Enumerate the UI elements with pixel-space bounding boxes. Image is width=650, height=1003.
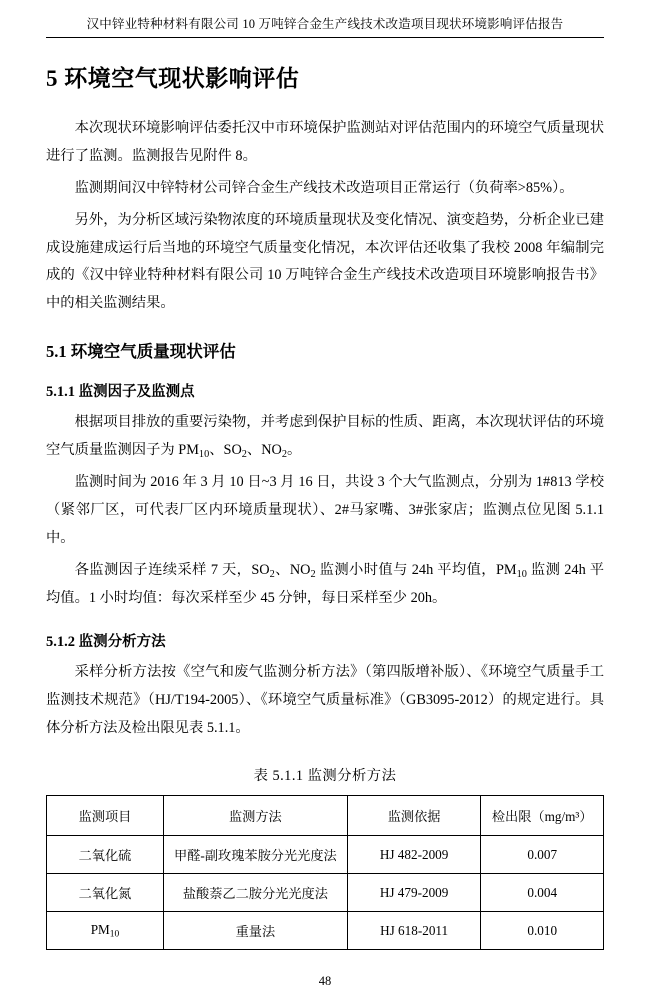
analysis-method-table: [46, 795, 604, 950]
cell-basis: HJ 618-2011: [347, 912, 481, 950]
table-row: [47, 836, 604, 874]
paragraph-2: 监测期间汉中锌特材公司锌合金生产线技术改造项目正常运行（负荷率>85%）。: [74, 179, 574, 196]
cell-item: 二氧化硫: [47, 836, 164, 874]
subscript: 2: [241, 448, 247, 460]
column-header-basis: 监测依据: [347, 796, 481, 836]
cell-method: 重量法: [163, 912, 347, 950]
table-row: [47, 874, 604, 912]
paragraph-5-1-1-3: [46, 557, 604, 613]
text-run: PM: [90, 921, 110, 937]
text-run: 、SO: [209, 442, 242, 458]
text-run: 各监测因子连续采样 7 天，SO: [74, 561, 270, 578]
cell-detection-limit: 0.004: [481, 874, 604, 912]
text-run: 监测 24h 平均值。1 小时均值：每次采样至少 45 分钟，每日采样至少 20h。: [46, 561, 604, 606]
text-run: 根据项目排放的重要污染物，并考虑到保护目标的性质、距离，本次现状评估的环境空气质量监测因子为 PM: [46, 414, 604, 458]
text-run: 、NO: [274, 561, 311, 578]
table-caption: 表 5.1.1 监测分析方法: [253, 768, 397, 785]
cell-method: 盐酸萘乙二胺分光光度法: [163, 874, 347, 912]
column-header-detection-limit: 检出限（mg/m³）: [481, 796, 604, 836]
chapter-title: 5 环境空气现状影响评估: [46, 66, 300, 91]
subscript: 10: [516, 568, 527, 580]
running-header: 汉中锌业特种材料有限公司 10 万吨锌合金生产线技术改造项目现状环境影响评估报告: [86, 17, 564, 31]
text-run: 监测小时值与 24h 平均值，PM: [315, 561, 517, 578]
cell-detection-limit: 0.007: [481, 836, 604, 874]
subscript: 10: [198, 448, 210, 460]
paragraph-5-1-2-1: 采样分析方法按《空气和废气监测分析方法》（第四版增补版）、《环境空气质量手工监测技术规范》（HJ/T194-2005）、《环境空气质量标准》（GB3095-2012）的规定进行。具体分析方法及检出限见表 5.1.1。: [46, 664, 604, 737]
subscript: 2: [310, 568, 316, 580]
cell-method: 甲醛-副玫瑰苯胺分光光度法: [163, 836, 347, 874]
column-header-item: 监测项目: [47, 796, 164, 836]
subscript: 2: [281, 448, 288, 460]
text-run: 。: [287, 442, 302, 458]
paragraph-3: 另外，为分析区域污染物浓度的环境质量现状及变化情况、演变趋势，分析企业已建成设施建成运行后当地的环境空气质量变化情况，本次评估还收集了我校 2008 年编制完成的《汉中锌业特种材料有限公司 10 万吨锌合金生产线技术改造项目环境影响报告书》中的相关监测结果。: [46, 211, 604, 312]
table-header-row: [47, 796, 604, 836]
section-heading-5-1-1: 5.1.1 监测因子及监测点: [46, 384, 195, 401]
page-number: 48: [318, 974, 332, 988]
cell-item: [47, 912, 164, 950]
text-run: 、NO: [246, 442, 282, 458]
cell-basis: HJ 482-2009: [347, 836, 481, 874]
paragraph-5-1-1-2: 监测时间为 2016 年 3 月 10 日~3 月 16 日，共设 3 个大气监测点，分别为 1#813 学校（紧邻厂区，可代表厂区内环境质量现状）、2#马家嘴、3#张家店；监测点位见图 5.1.1 中。: [46, 473, 604, 546]
header-divider: [46, 37, 604, 38]
subscript: 2: [269, 568, 275, 580]
table-row: [47, 912, 604, 950]
section-heading-5-1-2: 5.1.2 监测分析方法: [46, 634, 166, 651]
cell-basis: HJ 479-2009: [347, 874, 481, 912]
cell-detection-limit: 0.010: [481, 912, 604, 950]
paragraph-5-1-1-1: [46, 409, 604, 465]
subscript: 10: [109, 929, 120, 940]
column-header-method: 监测方法: [163, 796, 347, 836]
cell-item: 二氧化氮: [47, 874, 164, 912]
paragraph-1: 本次现状环境影响评估委托汉中市环境保护监测站对评估范围内的环境空气质量现状进行了监测。监测报告见附件 8。: [46, 120, 604, 164]
section-heading-5-1: 5.1 环境空气质量现状评估: [46, 342, 236, 362]
